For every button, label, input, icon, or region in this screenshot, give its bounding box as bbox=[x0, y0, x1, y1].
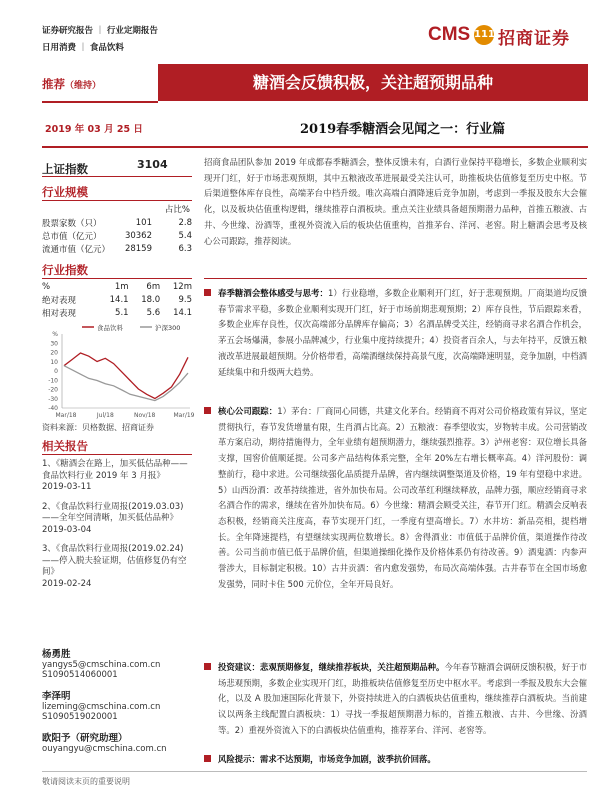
bullet-icon bbox=[204, 289, 211, 296]
list-item[interactable]: 1、《糖酒会在路上，加买低估品种——食品饮料行业 2019 年 3 月报》 2019-03-11 bbox=[42, 459, 188, 492]
table-row: 相对表现 5.1 5.6 14.1 bbox=[42, 307, 192, 319]
analyst-block bbox=[42, 646, 192, 754]
analyst-email[interactable]: yangys5@cmschina.com.cn bbox=[42, 660, 161, 670]
x-tick-label: Mar/19 bbox=[173, 412, 195, 419]
analyst-email[interactable]: lizeming@cmschina.com.cn bbox=[42, 702, 161, 712]
related-rule bbox=[42, 454, 192, 455]
performance-rule bbox=[42, 278, 192, 279]
section-investment: 投资建议：悲观预期修复，继续推荐板块，关注超预期品种。今年春节糖酒会调研反馈积极，好于市场悲观预期，多数企业实现开门红，助推板块估值修复至历史中枢水平。考虑到一季报及股东大会催化，以及 A 股加速国际化背景下，外资持续进入的白酒板块估值重构，继续推荐白酒板块。当前建议以两条主线配置白酒板块：1）寻找一季报超预期潜力标的，首推五粮液、古井、今世缘、汾酒等。2）重视外资流入下的白酒板块估值重构，推荐茅台、洋河、老窖等。 bbox=[218, 660, 587, 739]
header-rule bbox=[42, 146, 588, 148]
related-title: 相关报告 bbox=[42, 439, 88, 453]
y-tick-label: 20 bbox=[50, 349, 58, 357]
analyst: 杨勇胜 yangys5@cmschina.com.cn S1090514060001 bbox=[42, 646, 192, 680]
x-tick-label: Jul/18 bbox=[96, 412, 114, 419]
report-type: 证券研究报告 ｜ 行业定期报告 bbox=[42, 26, 158, 36]
chart-lines bbox=[64, 353, 188, 401]
table-row: % 1m 6m 12m bbox=[42, 281, 192, 292]
industry-table: 占比% 股票家数（只） 101 2.8 总市值（亿元） 30362 5.4 流通市值（亿元） 28159 6.3 bbox=[42, 205, 192, 255]
analyst: 欧阳予（研究助理） ouyangyu@cmschina.com.cn bbox=[42, 730, 192, 754]
legend-label: 沪深300 bbox=[155, 324, 181, 332]
legend-label: 食品饮料 bbox=[97, 324, 123, 332]
table-row: 股票家数（只） 101 2.8 bbox=[42, 217, 192, 229]
cms-logo: CMS 111 招商证券 bbox=[428, 24, 570, 49]
series-line-1 bbox=[64, 366, 188, 401]
footer-note: 敬请阅读末页的重要说明 bbox=[42, 777, 130, 786]
section-risk: 风险提示：需求不达预期，市场竞争加剧，波季抗价回落。 bbox=[218, 752, 587, 768]
chart-source: 资料来源：贝格数据、招商证券 bbox=[42, 423, 154, 432]
report-category: 日用消费 ｜ 食品饮料 bbox=[42, 43, 124, 53]
bullet-icon bbox=[204, 755, 211, 762]
logo-badge-icon: 111 bbox=[474, 25, 494, 45]
y-tick-label: 30 bbox=[50, 340, 58, 348]
list-item[interactable]: 3、《食品饮料行业周报(2019.02.24)——停入脱夫验证期，估值修复仍有空间》 2019-02-24 bbox=[42, 544, 187, 589]
table-row: 绝对表现 14.1 18.0 9.5 bbox=[42, 294, 192, 306]
table-row: 流通市值（亿元） 28159 6.3 bbox=[42, 243, 192, 255]
analyst: 李泽明 lizeming@cmschina.com.cn S1090519020001 bbox=[42, 688, 192, 722]
bullet-icon bbox=[204, 663, 211, 670]
bullet-icon bbox=[204, 407, 211, 414]
y-tick-label: -30 bbox=[48, 395, 58, 403]
related-list bbox=[42, 459, 192, 590]
report-date: 2019 年 03 月 25 日 bbox=[45, 124, 143, 135]
section-companies: 核心公司跟踪：1）茅台：厂商同心同德，共建文化茅台。经销商不再对公司价格政策有异议，坚定贯彻执行，春节发货增量有限，生肖酒占比高。2）五粮液：春季望收实，岁物转丰成。公司营销改革方案启动，期待措施得力，全年业绩有超预期潜力，继续强烈推荐。3）泸州老窖：双位增长具备支撑，国窖价值顺延提。公司多产品结构体系完整，全年 20%左右增长概率高。4）洋河股份：调整前行，稳中求进。公司继续强化品质提升品牌，省内继续调整渠道及价格，19 年有望稳中求进。5）山西汾酒：改革持续推进，省外加快布局。公司改革红利继续释放，品牌力强，顺应经销商寻求名酒合作的需求，继续在省外加快布局。6）今世缘：精酒会顾受关注，春节开门红。精酒会反响表态积极，经销商关注度高，春节实现开门红，一季度有望高增长。7）水井坊：新品亮相，提档增长。全年降速提档，有望继续实现两位数增长。8）舍得酒业：市值低于品牌价值，渠道操作待改善。公司当前市值已低于品牌价值，但渠道操细化操作及价格体系仍有待改善。9）酒鬼酒：内参声誉涉大，目标制定积极。10）古井贡酒：省内愈发强势，布局次高端体强。古井春节在全国市场愈发强势，同时卡住 500 元价位，全年开局良好。 bbox=[218, 404, 587, 592]
performance-table bbox=[42, 280, 192, 319]
table-row: 总市值（亿元） 30362 5.4 bbox=[42, 230, 192, 242]
y-tick-label: % bbox=[52, 331, 58, 338]
chart-y-axis bbox=[48, 331, 58, 412]
y-tick-label: 10 bbox=[50, 358, 58, 366]
x-tick-label: Nov/18 bbox=[133, 412, 156, 419]
report-subtitle: 2019春季糖酒会见闻之一：行业篇 bbox=[300, 122, 506, 137]
chart-x-axis bbox=[56, 412, 195, 419]
section-industry: 春季糖酒会整体感受与思考：1）行业稳增，多数企业顺利开门红，好于悲观预期。厂商渠道均反馈春节需求平稳，多数企业顺利实现开门红，好于市场前期悲观预期；2）库存良性，节后跟踪来看，多数企业库存良性，仅次高端部分品牌库存偏高；3）名酒品牌受关注，经销商寻求名酒合作机会，茅五会场爆满，参展小品牌减少，行业集中度持续提升；4）投资者百余人，与去年持平，反馈五粮液改革进展最超预期。分价格带看，高端酒继续保持高景气度，次高端降速明显，竞争加剧，中档酒延续集中和升级两大趋势。 bbox=[218, 286, 587, 380]
report-title: 糖酒会反馈积极，关注超预期品种 bbox=[158, 64, 588, 101]
analyst-email[interactable]: ouyangyu@cmschina.com.cn bbox=[42, 744, 167, 754]
rating-underline bbox=[42, 101, 158, 103]
industry-title: 行业规模 bbox=[42, 185, 88, 199]
rating: 推荐（维持） bbox=[42, 77, 102, 91]
y-tick-label: -40 bbox=[48, 405, 58, 412]
y-tick-label: -20 bbox=[48, 386, 58, 394]
intro-rule bbox=[204, 278, 587, 279]
intro-paragraph: 招商食品团队参加 2019 年成都春季糖酒会，整体反馈未有，白酒行业保持平稳增长，多数企业顺利实现开门红，好于市场悲观预期，其中五粮液改革进展最受关注认可，助推板块估值修复至历史中枢。节后渠道整体库存良性，高端茅台中档升级。唯次高端白酒降速后竞争加剧，考虑到一季报及股东大会催化，以及板块估值重构逻辑，继续推荐白酒板块。重点关注业绩具备超预期潜力品种，首推五粮液、古井、今世缘、汾酒等，重视外资流入后的板块估值重构，首推茅台、洋河、老窖。附上糖酒会思考及核心公司跟踪，推荐阅读。 bbox=[204, 157, 587, 246]
performance-chart bbox=[42, 322, 195, 420]
index-rule bbox=[42, 176, 192, 177]
x-tick-label: Mar/18 bbox=[55, 412, 77, 419]
list-item[interactable]: 2、《食品饮料行业周报(2019.03.03)——全年空间清晰，加买低估品种》 2019-03-04 bbox=[42, 501, 184, 535]
footer-rule bbox=[42, 771, 587, 772]
chart-grid bbox=[62, 334, 190, 408]
industry-rule bbox=[42, 200, 192, 201]
performance-title: 行业指数 bbox=[42, 263, 88, 277]
index-block: 上证指数 3104 bbox=[42, 158, 168, 176]
y-tick-label: 0 bbox=[54, 368, 58, 375]
y-tick-label: -10 bbox=[48, 377, 58, 385]
chart-legend bbox=[82, 323, 180, 332]
